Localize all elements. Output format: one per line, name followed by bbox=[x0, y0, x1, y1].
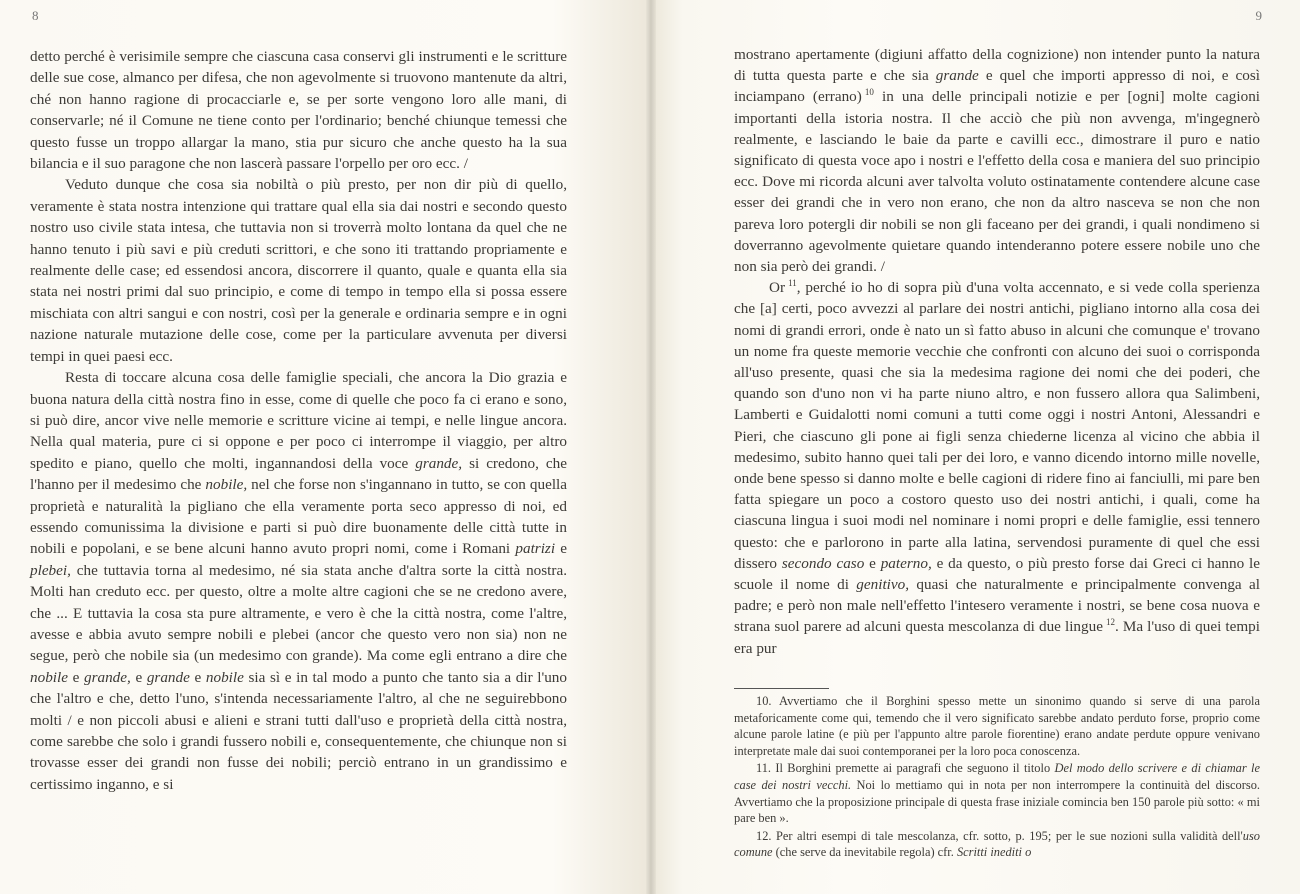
paragraph bbox=[30, 367, 567, 795]
footnote-divider bbox=[734, 688, 829, 689]
footnote-ref: 10 bbox=[864, 87, 874, 98]
text-run: che tuttavia torna al medesimo, né sia stata anche d'altra sorte la città nostra. Molti han creduto ecc. per questo, oltre a molte altre cagioni che se ne credono avere, che ... E tuttavia la cosa sta pure altramente, e vero è che la città nostra, come l'altre, avesse e abbia avuto sempre nobili e plebei (ancor che questo vero non sia) non ne segue, però che nobile sia (un medesimo con grande). Ma come egli entrano a dire che bbox=[30, 561, 567, 665]
text-run: , perché io ho di sopra più d'una volta accennato, e si vede colla sperienza che [a] certi, poco avvezzi al parlare dei nostri antichi, pigliano intorno alla cosa dei nomi di grandi errori, onde è nato un sì fatto abuso in alcuni che comunque e' trovano un nome fra queste memorie vecchie che confronti con alcuno dei suoi o corrisponda all'uso presente, quasi che sia la medesima ragione dei nomi che dei poderi, che quando son d'uno non vi ha parte niuno altro, e non fussero allora qua Salimbeni, Lamberti e Guidalotti nomi comuni a tutti come oggi i nostri Antoni, Alessandri e Pieri, che ciascuno gli pone ai figli senza chiederne licenza al vicino che abbia il medesimo, subito hanno quei tali per dei loro, e vanno dicendo intorno mille novelle, onde bene spesso si danno molte e belle cagioni di ridere fino ai fanciulli, mi pare ben fatta spiegare un poco a costoro questo uso dei nostri antichi, i quali, come ha ciascuna lingua i suoi modi nel nominare i nomi propri e delle famiglie, essi tennero questo: che e parlorono in parte alla latina, servendosi puramente di quel che essi dissero bbox=[734, 279, 1260, 572]
italic-term: nobile, bbox=[205, 476, 248, 494]
italic-term: Del modo dello scrivere e di chiamar le case dei nostri vecchi. bbox=[734, 761, 1260, 792]
left-page-body bbox=[30, 46, 567, 795]
text-run: e bbox=[555, 540, 567, 558]
italic-term: grande, bbox=[415, 454, 463, 472]
italic-term: grande, bbox=[83, 668, 131, 686]
footnote-11 bbox=[734, 760, 1260, 826]
text-run: e bbox=[864, 554, 881, 572]
text-run: mostrano apertamente (digiuni affatto della cognizione) non intender punto la natura di tutta questa parte e che sia bbox=[734, 46, 1260, 85]
italic-term: uso comune bbox=[734, 828, 1260, 860]
paragraph bbox=[734, 44, 1260, 277]
italic-term: nobile bbox=[205, 668, 244, 686]
footnote-10: 10. Avvertiamo che il Borghini spesso mette un sinonimo quando si serve di una parola metaforicamente come qui, temendo che il vero significato sarebbe andato perduto forse, proprio come alcune parole latine (e più per l'appunto altre parole fiorentine) erano andate perdute oppure venivano interpretate male dai suoi contemporanei per la loro poca conoscenza. bbox=[734, 694, 1260, 758]
text-run: 12. Per altri esempi di tale mescolanza, cfr. sotto, p. 195; per le sue nozioni sulla validità dell' bbox=[756, 828, 1243, 843]
text-run: . Ma l'uso di quei tempi era pur bbox=[734, 618, 1260, 657]
text-run: nel che forse non s'ingannano in tutto, se con quella proprietà e naturalità la pigliano che ella veramente porta seco appresso di noi, ed essendo comunissima la divisione e parti si può dire buonamente delle città tutte in nobili e popolani, e se bene alcuni hanno avuto propri nomi, come i Romani bbox=[30, 476, 567, 558]
text-run: (che serve da inevitabile regola) cfr. bbox=[772, 845, 957, 860]
italic-term: genitivo, bbox=[856, 576, 910, 594]
text-run: Or bbox=[769, 279, 786, 297]
text-run: quasi che naturalmente e principalmente convenga al padre; e però non male nell'effetto l'intesero veramente i nostri, se bene cosa nuova e strana suol parere ad alcuni questa mescolanza di due lingue bbox=[734, 576, 1261, 636]
footnote-ref: 11 bbox=[788, 278, 797, 289]
footnotes bbox=[734, 693, 1260, 862]
text-run: e da questo, o più presto forse dai Greci ci hanno le scuole il nome di bbox=[734, 554, 1260, 594]
page-number-left: 8 bbox=[32, 8, 39, 23]
text-run: si credono, che l'hanno per il medesimo che bbox=[30, 454, 567, 494]
footnote-12 bbox=[734, 828, 1260, 861]
italic-term: nobile bbox=[30, 668, 68, 686]
text-run: 11. Il Borghini premette ai paragrafi che seguono il titolo bbox=[756, 761, 1055, 776]
text-run: Resta di toccare alcuna cosa delle famiglie speciali, che ancora la Dio grazia e buona natura della città nostra fino in esse, come di quelle che poco fa ci erano e sono, si può dire, ancor vive nelle memorie e scritture vicine ai tempi, e nelle lingue ancora. Nella qual materia, pure ci si oppone e per poco ci interrompe il viaggio, per altro spedito e piano, quello che molti, ingannandosi della voce bbox=[30, 369, 567, 472]
page-number-right: 9 bbox=[1255, 8, 1262, 23]
italic-term: patrizi bbox=[515, 540, 556, 558]
text-run: e bbox=[189, 668, 206, 686]
paragraph bbox=[734, 277, 1260, 659]
right-page-body bbox=[734, 44, 1260, 659]
text-run: e bbox=[67, 668, 84, 686]
footnote-ref: 12 bbox=[1105, 617, 1115, 628]
text-run: Noi lo mettiamo qui in nota per non interrompere la continuità del discorso. Avvertiamo che la proposizione principale di questa frase iniziale comincia ben 150 parole più sotto: « mi pare ben ». bbox=[734, 777, 1260, 826]
text-run: in una delle principali notizie e per [ogni] molte cagioni importanti della istoria nostra. Il che acciò che più non avvenga, m'ingegnerò realmente, e lasciando le baie da parte e cavilli ecc., dimostrare il puro e natio significato di questa voce apo i nostri e l'effetto della cosa e maniera del suo principio ecc. Dove mi ricorda alcuni aver talvolta voluto ostinatamente contendere alcune case esser dei grandi che in vero non erano, che non da altro nasceva se non che non pareva loro potergli dir nobili se non gli faceano per dei grandi, i quali nondimeno si doverranno agevolmente quietare quando intenderanno potere essere nobile uno che non sia però dei grandi. / bbox=[734, 88, 1261, 276]
text-run: e quel che importi appresso di noi, e così inciampano (errano) bbox=[734, 67, 1260, 106]
paragraph: detto perché è verisimile sempre che ciascuna casa conservi gli instrumenti e le scritture delle sue cose, almanco per difesa, che non agevolmente si truovono mantenute da altri, ché non hanno ragione di procacciarle e, se per sorte vengono loro alle mani, di conservarle; né il Comune ne tiene conto per l'ordinario; benché chiunque temessi che questo fusse un troppo allargar la mano, stia pur sicuro che anche questo ha la sua bilancia e il suo paragone che non lascerà passare l'orpello per oro ecc. / bbox=[30, 48, 567, 173]
italic-term: grande bbox=[146, 668, 190, 686]
text-run: sia sì e in tal modo a punto che tanto sia a dir l'uno che l'altro e che, detto l'uno, s'intenda necessariamente l'altro, al che ne seguirebbono molti / e non piccoli abusi e alieni e strani tutti dall'uso e proprietà della città nostra, come sarebbe che solo i grandi fussero nobili e, consequentemente, che chiunque non si trovasse esser dei grandi non fusse dei nobili; perciò entrano in un grandissimo e certissimo inganno, e si bbox=[30, 668, 567, 793]
right-page bbox=[650, 0, 1300, 894]
italic-term: plebei, bbox=[30, 561, 71, 579]
italic-term: Scritti inediti o bbox=[956, 845, 1032, 860]
italic-term: secondo caso bbox=[781, 554, 865, 572]
italic-term: grande bbox=[935, 67, 979, 85]
italic-term: paterno, bbox=[880, 554, 932, 572]
paragraph: Veduto dunque che cosa sia nobiltà o più presto, per non dir più di quello, veramente è stata nostra intenzione qui trattare qual ella sia dai nostri e secondo questo nostro uso civile stata intesa, che tuttavia non si troverrà molto lontana da quel che ne hanno tenuto i più savi e più creduti scrittori, e che sono iti trattando propriamente e realmente delle case; ed essendosi ancora, discorrere il quanto, quale e quanta ella sia stata nei nostri primi dal suo principio, e come di tempo in tempo ella si possa essere mischiata con altri sangui e con nostri, così per la generale e ordinaria sempre e in ogni nazione naturale mutazione delle cose, come per la particulare avvenuta per diversi tempi in quei paesi ecc. bbox=[30, 176, 567, 365]
text-run: e bbox=[130, 668, 147, 686]
